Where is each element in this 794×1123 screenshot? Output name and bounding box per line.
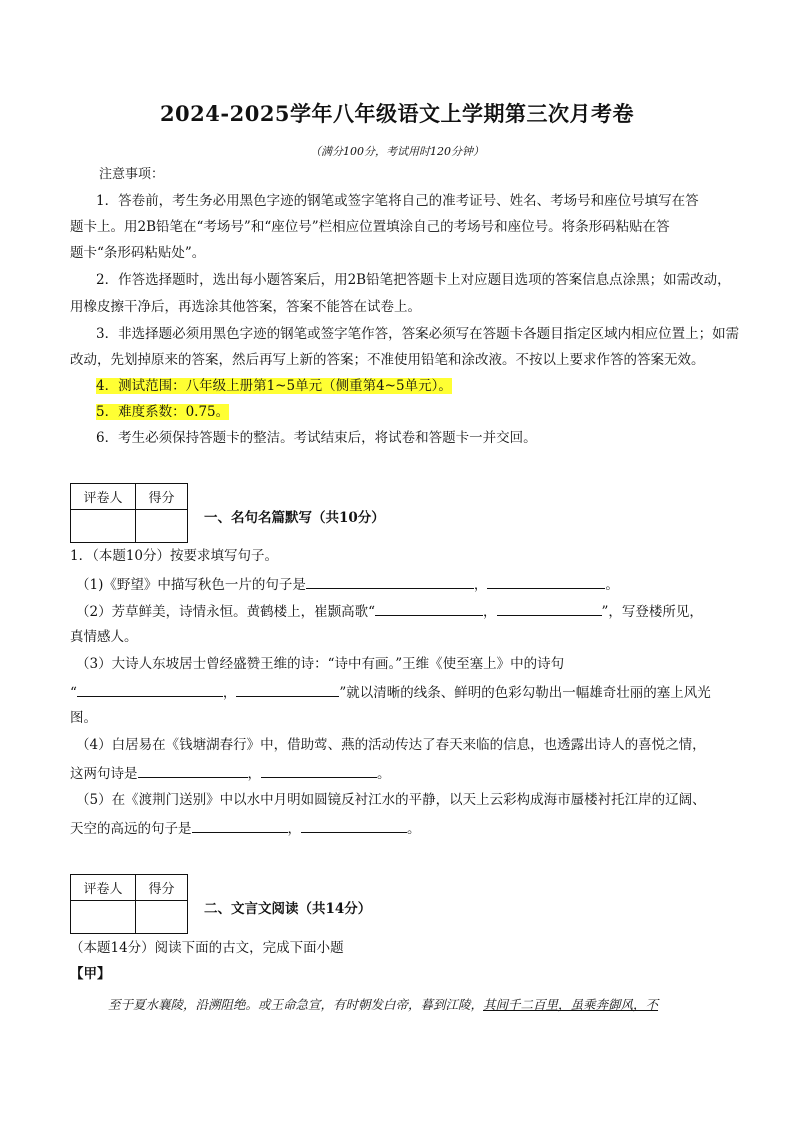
period: 。 xyxy=(407,821,421,837)
score-cell[interactable] xyxy=(136,901,188,934)
answer-blank-1-5b[interactable] xyxy=(301,818,407,833)
notice-item-1-line-1: 1．答卷前，考生务必用黑色字迹的钢笔或签字笔将自己的准考证号、姓名、考场号和座位号填写在答 xyxy=(96,193,699,209)
notice-item-5-text: 5．难度系数：0.75。 xyxy=(96,404,230,420)
question-1-1 xyxy=(76,574,619,594)
score-cell[interactable] xyxy=(136,510,188,543)
grader-cell[interactable] xyxy=(71,901,136,934)
section-2-intro: （本题14分）阅读下面的古文，完成下面小题 xyxy=(70,940,344,956)
question-1-2-prompt: （2）芳草鲜美，诗情永恒。黄鹤楼上，崔颢高歌“ xyxy=(76,604,375,620)
comma: ， xyxy=(483,604,497,620)
grader-label: 评卷人 xyxy=(71,875,136,901)
passage-underlined-text: 其间千二百里，虽乘奔御风，不 xyxy=(483,997,659,1012)
notice-heading: 注意事项： xyxy=(99,167,165,182)
passage-text: 至于夏水襄陵，沿溯阻绝。或王命急宣，有时朝发白帝，暮到江陵， xyxy=(108,997,484,1012)
section-1-heading: 一、名句名篇默写（共10分） xyxy=(204,510,385,526)
open-quote: “ xyxy=(70,685,77,701)
answer-blank-1-4a[interactable] xyxy=(138,763,248,778)
question-1-3-line-2 xyxy=(70,682,711,702)
comma: ， xyxy=(473,577,488,593)
period: 。 xyxy=(377,766,391,782)
question-1-3-suffix: ”就以清晰的线条、鲜明的色彩勾勒出一幅雄奇壮丽的塞上风光 xyxy=(339,685,711,701)
answer-blank-1-2a[interactable] xyxy=(375,601,483,616)
notice-item-6: 6．考生必须保持答题卡的整洁。考试结束后，将试卷和答题卡一并交回。 xyxy=(96,430,537,446)
question-1-2-line-2: 真情感人。 xyxy=(70,629,138,645)
notice-item-3-line-2: 改动，先划掉原来的答案，然后再写上新的答案；不准使用铅笔和涂改液。不按以上要求作答的答案无效。 xyxy=(70,352,705,368)
question-1-intro: 1．（本题10分）按要求填写句子。 xyxy=(70,548,279,564)
exam-subtitle: （满分100分，考试用时120分钟） xyxy=(310,145,484,158)
question-1-3-line-3: 图。 xyxy=(70,710,97,726)
question-1-3-line-1: （3）大诗人东坡居士曾经盛赞王维的诗：“诗中有画。”王维《使至塞上》中的诗句 xyxy=(76,656,565,672)
comma: ， xyxy=(287,821,301,837)
grader-cell[interactable] xyxy=(71,510,136,543)
question-1-5-line-1: （5）在《渡荆门送别》中以水中月明如圆镜反衬江水的平静，以天上云彩构成海市蜃楼衬托江岸的辽阔、 xyxy=(76,792,706,808)
answer-blank-1-3a[interactable] xyxy=(77,682,223,697)
grader-table-1 xyxy=(70,483,188,543)
grader-label: 评卷人 xyxy=(71,484,136,510)
notice-item-5 xyxy=(96,403,229,421)
answer-blank-1-5a[interactable] xyxy=(192,818,288,833)
notice-item-2-line-2: 用橡皮擦干净后，再选涂其他答案，答案不能答在试卷上。 xyxy=(70,299,421,315)
page-title: 2024-2025学年八年级语文上学期第三次月考卷 xyxy=(159,101,635,126)
grader-table-2 xyxy=(70,874,188,934)
score-label: 得分 xyxy=(136,484,188,510)
passage-label-jia: 【甲】 xyxy=(70,966,111,982)
question-1-4-line-2 xyxy=(70,763,391,783)
question-1-4-prompt: 这两句诗是 xyxy=(70,766,138,782)
notice-item-2-line-1: 2．作答选择题时，选出每小题答案后，用2B铅笔把答题卡上对应题目选项的答案信息点涂黑；如需改动， xyxy=(96,272,731,288)
section-2-heading: 二、文言文阅读（共14分） xyxy=(204,901,372,917)
answer-blank-1-1a[interactable] xyxy=(306,574,474,589)
notice-item-3-line-1: 3．非选择题必须用黑色字迹的钢笔或签字笔作答，答案必须写在答题卡各题目指定区域内相应位置上；如需 xyxy=(96,326,740,342)
answer-blank-1-2b[interactable] xyxy=(497,601,602,616)
period: 。 xyxy=(605,577,619,593)
score-label: 得分 xyxy=(136,875,188,901)
classical-passage-line-1 xyxy=(108,995,658,1013)
question-1-2 xyxy=(76,601,703,621)
notice-item-4 xyxy=(96,377,452,395)
question-1-2-suffix: ”，写登楼所见， xyxy=(601,604,703,620)
question-1-5-line-2 xyxy=(70,818,421,838)
answer-blank-1-4b[interactable] xyxy=(261,763,377,778)
comma: ， xyxy=(222,685,237,701)
answer-blank-1-3b[interactable] xyxy=(236,682,339,697)
question-1-1-prompt: （1)《野望》中描写秋色一片的句子是 xyxy=(76,577,306,593)
comma: ， xyxy=(247,766,261,782)
question-1-5-prompt: 天空的高远的句子是 xyxy=(70,821,192,837)
question-1-4-line-1: （4）白居易在《钱塘湖春行》中，借助莺、燕的活动传达了春天来临的信息，也透露出诗人的喜悦之情， xyxy=(76,737,706,753)
answer-blank-1-1b[interactable] xyxy=(487,574,605,589)
notice-item-1-line-3: 题卡“条形码粘贴处”。 xyxy=(70,245,206,261)
notice-item-1-line-2: 题卡上。用2B铅笔在“考场号”和“座位号”栏相应位置填涂自己的考场号和座位号。将条形码粘贴在答 xyxy=(70,219,670,235)
notice-item-4-text: 4．测试范围：八年级上册第1~5单元（侧重第4~5单元）。 xyxy=(96,378,452,394)
